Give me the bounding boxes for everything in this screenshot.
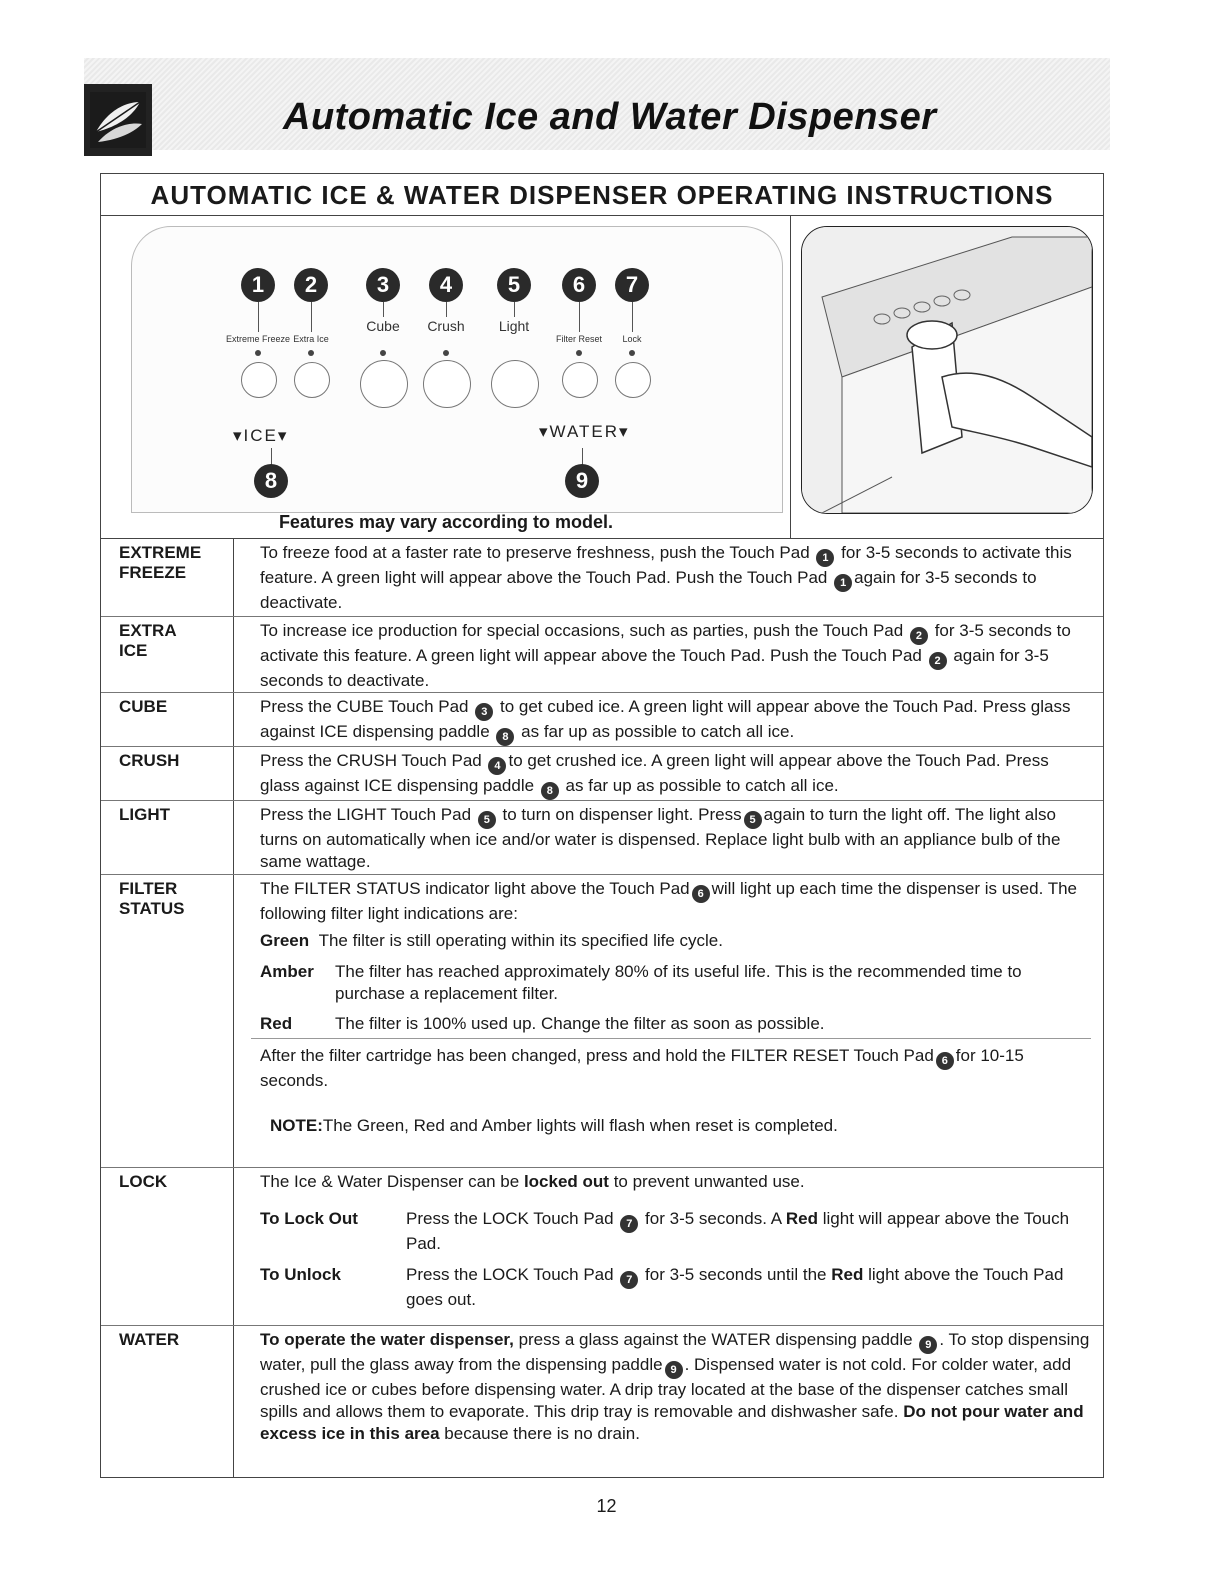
feature-description: The FILTER STATUS indicator light above the Touch Pad 6 will light up each time the dispenser is used. The following filter light indications are: [260,879,1078,923]
indicator-led [380,350,386,356]
table-row [101,539,1103,616]
touch-pad-cube [360,360,408,408]
leaf-logo-icon [84,84,152,156]
callout-badge: 4 [488,757,506,775]
callout-line [258,302,259,332]
table-row [101,1167,1103,1326]
pad-label-lock: Lock [622,334,642,344]
pad-label-filter-reset: Filter Reset [555,334,602,344]
feature-term: EXTRA ICE [119,621,177,660]
feature-description: To freeze food at a faster rate to preserve freshness, push the Touch Pad 1 for 3-5 seconds to activate this feature. A green light will appear above the Touch Pad. Push the Touch Pad 1 again for 3-5 seconds to deactivate. [260,543,1072,612]
divider [101,215,1103,216]
table-row [101,616,1103,693]
indicator-led [443,350,449,356]
callout-badge-2: 2 [294,268,328,302]
feature-term: EXTREME FREEZE [119,543,202,582]
callout-badge: 3 [475,703,493,721]
divider [251,1038,1091,1039]
pad-label-cube: Cube [366,318,400,334]
control-panel-diagram [121,226,785,516]
callout-line [383,302,384,317]
water-paddle-label: ▾WATER▾ [539,422,630,441]
touch-pad-light [491,360,539,408]
touch-pad-lock [615,362,651,398]
callout-badge: 5 [744,811,762,829]
table-row [101,746,1103,801]
callout-badge: 6 [936,1052,954,1070]
feature-description: The Ice & Water Dispenser can be locked out to prevent unwanted use. [260,1172,805,1191]
page-number: 12 [596,1496,617,1516]
callout-badge: 5 [478,811,496,829]
callout-badge: 1 [816,549,834,567]
callout-badge-1: 1 [241,268,275,302]
callout-line [311,302,312,332]
table-row [101,874,1103,1168]
table-row [101,1325,1103,1477]
filter-amber: Amber The filter has reached approximately 80% of its useful life. This is the recommended time to purchase a replacement filter. [260,962,1022,1003]
indicator-led [629,350,635,356]
filter-note: NOTE:The Green, Red and Amber lights will flash when reset is completed. [270,1116,838,1135]
table-row [101,800,1103,875]
touch-pad-crush [423,360,471,408]
feature-description: Press the CUBE Touch Pad 3 to get cubed ice. A green light will appear above the Touch Pad. Press glass against ICE dispensing paddle 8 as far up as possible to catch all ice. [260,696,1090,746]
callout-line [514,302,515,317]
diagram-caption: Features may vary according to model. [278,512,614,532]
feature-description: Press the LIGHT Touch Pad 5 to turn on dispenser light. Press 5 again to turn the light off. The light also turns on automatically when ice and/or water is dispensed. Replace light bulb with an appliance bulb of the same wattage. [260,805,1061,871]
callout-badge: 8 [496,728,514,746]
unlock-instructions: To Unlock Press the LOCK Touch Pad 7 for 3-5 seconds until the Red light above the Touch Pad goes out. [260,1265,1064,1309]
callout-badge-9: 9 [565,464,599,498]
page-title: AUTOMATIC ICE & WATER DISPENSER OPERATING INSTRUCTIONS [150,180,1054,210]
pad-label-extreme-freeze: Extreme Freeze [225,334,291,344]
divider [790,216,791,538]
dispenser-illustration [801,226,1093,514]
callout-badge-7: 7 [615,268,649,302]
lock-out-instructions: To Lock Out Press the LOCK Touch Pad 7 for 3-5 seconds. A Red light will appear above the Touch Pad. [260,1209,1070,1253]
callout-badge: 9 [919,1336,937,1354]
filter-green: Green The filter is still operating within its specified life cycle. [260,931,723,950]
filter-red: Red The filter is 100% used up. Change the filter as soon as possible. [260,1014,825,1033]
callout-badge: 6 [692,885,710,903]
callout-badge-3: 3 [366,268,400,302]
callout-badge-6: 6 [562,268,596,302]
filter-reset-instructions: After the filter cartridge has been changed, press and hold the FILTER RESET Touch Pad 6 for 10-15 seconds. [260,1046,1024,1090]
feature-term: CRUSH [119,751,180,770]
pad-label-light: Light [498,318,530,334]
feature-term: FILTER STATUS [119,879,185,918]
feature-term: LIGHT [119,805,170,824]
feature-term: CUBE [119,697,168,716]
touch-pad-extreme-freeze [241,362,277,398]
indicator-led [308,350,314,356]
feature-description: To increase ice production for special occasions, such as parties, push the Touch Pad 2 for 3-5 seconds to activate this feature. A green light will appear above the Touch Pad. Push the Touch Pad 2 again for 3-5 seconds to deactivate. [260,621,1071,690]
callout-badge: 8 [541,782,559,800]
pad-label-extra-ice: Extra Ice [293,334,329,344]
callout-badge: 2 [910,627,928,645]
indicator-led [255,350,261,356]
callout-badge: 9 [665,1361,683,1379]
feature-term: LOCK [119,1172,168,1191]
callout-line [632,302,633,332]
ice-paddle-label: ▾ICE▾ [233,426,289,445]
indicator-led [576,350,582,356]
callout-badge-5: 5 [497,268,531,302]
callout-badge: 7 [620,1271,638,1289]
feature-description: Press the CRUSH Touch Pad 4 to get crushed ice. A green light will appear above the Touch Pad. Press glass against ICE dispensing paddle 8 as far up as possible to catch all ice. [260,750,1090,800]
table-row [101,692,1103,747]
instructions-frame [100,173,1104,1478]
feature-term: WATER [119,1330,180,1349]
callout-line [579,302,580,332]
callout-badge: 2 [929,652,947,670]
callout-badge-8: 8 [254,464,288,498]
callout-badge: 7 [620,1215,638,1233]
callout-badge-4: 4 [429,268,463,302]
pad-label-crush: Crush [427,318,465,334]
feature-description: To operate the water dispenser, press a glass against the WATER dispensing paddle 9 . To stop dispensing water, pull the glass away from the dispensing paddle 9 . Dispensed water is not cold. For colder water, add crushed ice or cubes before dispensing water. A drip tray located at the base of the dispenser catches small spills and allows them to evaporate. This drip tray is removable and dishwasher safe. Do not pour water and excess ice in this area because there is no drain. [260,1330,1090,1443]
callout-line [446,302,447,317]
touch-pad-extra-ice [294,362,330,398]
callout-badge: 1 [834,574,852,592]
touch-pad-filter-reset [562,362,598,398]
banner-title: Automatic Ice and Water Dispenser [283,96,937,138]
